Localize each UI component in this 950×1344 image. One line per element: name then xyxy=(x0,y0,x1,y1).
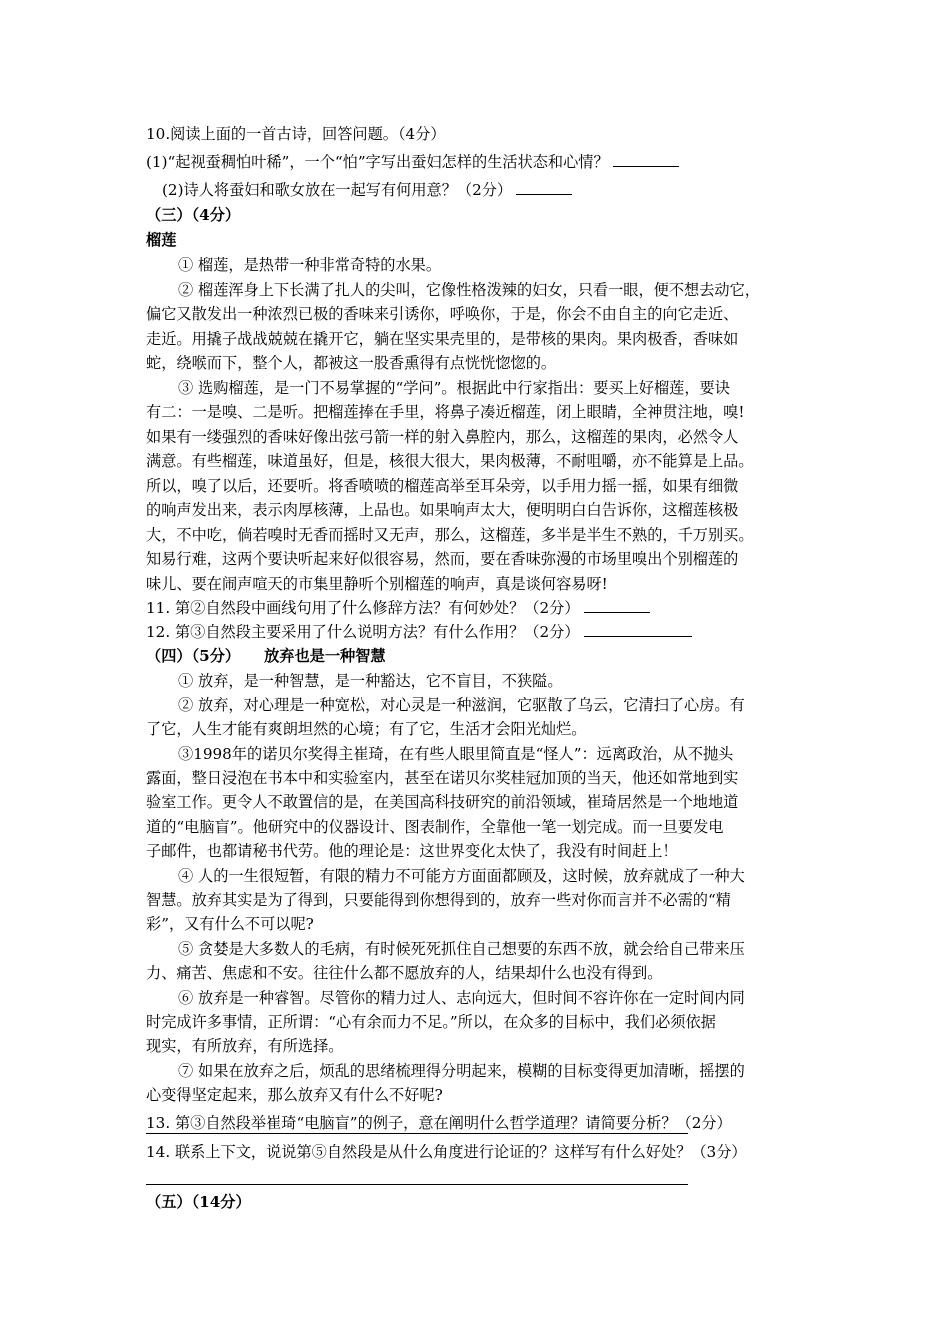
q10-sub1: (1)“起视蚕稠怕叶稀”，一个“怕”字写出蚕妇怎样的生活状态和心情？ xyxy=(146,150,679,174)
paragraph-line: 露面，整日浸泡在书本中和实验室内，甚至在诺贝尔奖桂冠加顶的当天，他还如常地到实 xyxy=(146,769,739,787)
paragraph-line: 满意。有些榴莲，味道虽好，但是，核很大很大，果肉极薄，不耐咀嚼，亦不能算是上品。 xyxy=(146,452,754,470)
paragraph-line: ② 放弃，对心理是一种宽松，对心灵是一种滋润，它驱散了乌云，它清扫了心房。有 xyxy=(178,696,745,714)
paragraph-line: 味儿、要在闹声喧天的市集里静听个别榴莲的响声，真是谈何容易呀! xyxy=(146,575,608,593)
paragraph-line: 了它，人生才能有爽朗坦然的心境；有了它，生活才会阳光灿烂。 xyxy=(146,720,587,738)
section-5-header: （五）（14分） xyxy=(146,1193,251,1211)
question-14: 14. 联系上下文，说说第⑤自然段是从什么角度进行论证的？这样写有什么好处？（3分） xyxy=(146,1143,747,1161)
section-4-title: 放弃也是一种智慧 xyxy=(264,647,386,665)
paragraph-line: 智慧。放弃其实是为了得到，只要能得到你想得到的，放弃一些对你而言并不必需的“精 xyxy=(146,891,731,909)
paragraph-line: 的响声发出来，表示肉厚核薄，上品也。如果响声太大，便明明白白告诉你，这榴莲核极 xyxy=(146,501,739,519)
paragraph-line: 所以，嗅了以后，还要听。将香喷喷的榴莲高举至耳朵旁，以手用力摇一摇，如果有细微 xyxy=(146,477,739,495)
paragraph-line: ⑥ 放弃是一种睿智。尽管你的精力过人、志向远大，但时间不容许你在一定时间内同 xyxy=(178,989,745,1007)
answer-blank[interactable] xyxy=(584,622,692,637)
paragraph-line: ⑦ 如果在放弃之后，烦乱的思绪梳理得分明起来，模糊的目标变得更加清晰，摇摆的 xyxy=(178,1062,745,1080)
paragraph-line: ⑤ 贪婪是大多数人的毛病，有时候死死抓住自己想要的东西不放，就会给自己带来压 xyxy=(178,940,745,958)
paragraph-line: 现实，有所放弃，有所选择。 xyxy=(146,1037,344,1055)
paragraph-line: 子邮件，也都请秘书代劳。他的理论是：这世界变化太快了，我没有时间赶上！ xyxy=(146,842,678,860)
paragraph-line: ④ 人的一生很短暂，有限的精力不可能方方面面都顾及，这时候，放弃就成了一种大 xyxy=(178,867,745,885)
answer-line[interactable] xyxy=(146,1133,688,1134)
answer-blank[interactable] xyxy=(584,598,650,613)
paragraph-line: 道的“电脑盲”。他研究中的仪器设计、图表制作，全靠他一笔一划完成。而一旦要发电 xyxy=(146,818,724,836)
answer-line[interactable] xyxy=(146,1184,688,1185)
paragraph-line: ③1998年的诺贝尔奖得主崔琦，在有些人眼里简直是“怪人”：远离政治，从不抛头 xyxy=(178,745,734,763)
paragraph-line: 力、痛苦、焦虑和不安。往往什么都不愿放弃的人，结果却什么也没有得到。 xyxy=(146,964,663,982)
paragraph-line: ② 榴莲浑身上下长满了扎人的尖叫，它像性格泼辣的妇女，只看一眼，便不想去动它， xyxy=(178,281,760,299)
q10-title: 10.阅读上面的一首古诗，回答问题。（4分） xyxy=(146,125,446,143)
paragraph-line: 心变得坚定起来，那么放弃又有什么不好呢? xyxy=(146,1086,443,1104)
paragraph-line: ① 放弃，是一种智慧，是一种豁达，它不盲目，不狭隘。 xyxy=(178,672,563,690)
paragraph-line: 大，不中吃，倘若嗅时无香而摇时又无声，那么，这榴莲，多半是半生不熟的，千万别买。 xyxy=(146,526,754,544)
paragraph-line: 知易行难，这两个要诀听起来好似很容易，然而，要在香味弥漫的市场里嗅出个别榴莲的 xyxy=(146,550,739,568)
paragraph-line: 如果有一缕强烈的香味好像出弦弓箭一样的射入鼻腔内，那么，这榴莲的果肉，必然令人 xyxy=(146,428,739,446)
question-11: 11. 第②自然段中画线句用了什么修辞方法？有何妙处？（2分） xyxy=(146,596,650,620)
paragraph-line: 蛇，绕喉而下，整个人，都被这一股香熏得有点恍恍惚惚的。 xyxy=(146,354,557,372)
paragraph-line: 时完成许多事情，正所谓：“心有余而力不足。”所以，在众多的目标中，我们必须依据 xyxy=(146,1013,716,1031)
section-3-title: 榴莲 xyxy=(146,231,177,249)
question-12: 12. 第③自然段主要采用了什么说明方法？有什么作用？（2分） xyxy=(146,620,692,644)
paragraph-line: ① 榴莲，是热带一种非常奇特的水果。 xyxy=(178,256,442,274)
section-3-header: （三）（4分） xyxy=(146,206,241,224)
section-4-heading: （四）（5分） 放弃也是一种智慧 xyxy=(146,647,386,665)
answer-blank[interactable] xyxy=(516,180,572,195)
question-13: 13. 第③自然段举崔琦“电脑盲”的例子，意在阐明什么哲学道理？请简要分析？（2分） xyxy=(146,1114,732,1132)
paragraph-line: 偏它又散发出一种浓烈已极的香味来引诱你，呼唤你，于是，你会不由自主的向它走近、 xyxy=(146,305,739,323)
paragraph-line: ③ 选购榴莲，是一门不易掌握的“学问”。根据此中行家指出：要买上好榴莲，要诀 xyxy=(178,379,730,397)
paragraph-line: 走近。用撬子战战兢兢在撬开它，躺在坚实果壳里的，是带核的果肉。果肉极香，香味如 xyxy=(146,330,739,348)
paragraph-line: 验室工作。更令人不敢置信的是，在美国高科技研究的前沿领域，崔琦居然是一个地地道 xyxy=(146,793,739,811)
answer-blank[interactable] xyxy=(613,152,679,167)
paragraph-line: 彩”，又有什么不可以呢? xyxy=(146,915,314,933)
q10-sub2: (2)诗人将蚕妇和歌女放在一起写有何用意？（2分） xyxy=(162,178,572,202)
paragraph-line: 有二：一是嗅、二是听。把榴莲捧在手里，将鼻子凑近榴莲，闭上眼睛，全神贯注地，嗅! xyxy=(146,403,745,421)
